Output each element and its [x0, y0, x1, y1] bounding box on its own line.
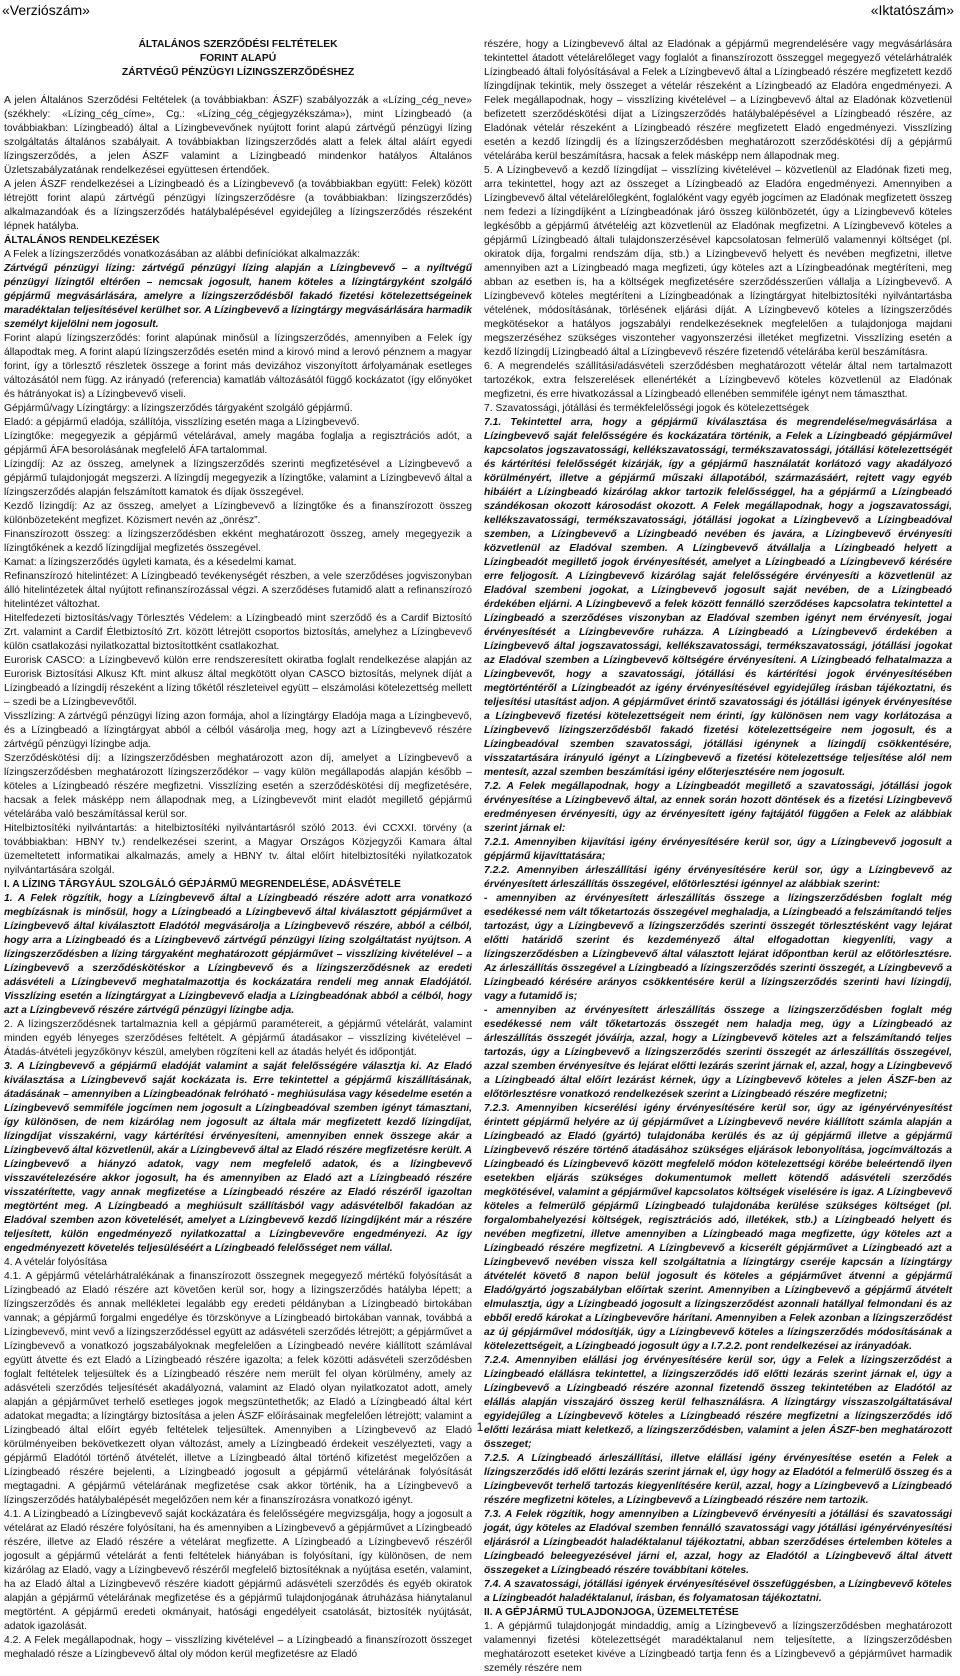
paragraph: Lízingtőke: megegyezik a gépjármű vételárával, amely magába foglalja a regisztrációs adót, a gépjármű ÁFA besorolásának megfelelő ÁFA tartalommal. [4, 431, 472, 456]
paragraph: Refinanszírozó hitelintézet: A Lízingbeadó tevékenységét részben, a vele szerződéses jogviszonyban álló hitelintézetek által nyújtott refinanszírozással végzi. A szerződéses futamidő alatt a refinanszírozó hitelintézet változhat. [4, 571, 472, 610]
paragraph: 1. A gépjármű tulajdonjogát mindaddig, amíg a Lízingbevevő a lízingszerződésben meghatározott valamennyi fizetési kötelezettségét maradéktalanul nem teljesítette, a lízingszerződésben meghatározott eseteket kivéve a Lízingbeadó tartja fenn és a Lízingbevevő a gépjárművet harmadik személy részére nem [484, 1621, 952, 1674]
paragraph: Gépjármű/vagy Lízingtárgy: a lízingszerződés tárgyaként szolgáló gépjármű. [4, 403, 353, 414]
paragraph: Zártvégű pénzügyi lízing: zártvégű pénzügyi lízing alapján a Lízingbevevő – a nyíltvégű pénzügyi lízingtől eltérően – nemcsak jogosult, hanem köteles a lízingtárgyként szolgáló gépjármű megvásárlására, amelyre a lízingszerződésből fakadó fizetési kötelezettségeinek maradéktalan teljesítésével kerülhet sor. A Lízingbevevő a lízingtárgy megvásárlására harmadik személyt kijelölni nem jogosult. [4, 263, 472, 330]
paragraph: Forint alapú lízingszerződés: forint alapúnak minősül a lízingszerződés, amennyiben a Felek így állapodtak meg. A forint alapú lízingszerződés esetén mind a kirovó mind a lerovó pénznem a magyar forint, így a törlesztő részletek összege a forint más devizához viszonyított árfolyamának esetleges változásától nem függ. Az irányadó (referencia) kamatláb változásától függő kockázatot (így előnyöket és hátrányokat is) a Lízingbevevő viseli. [4, 333, 472, 400]
paragraph: 7.3. A Felek rögzítik, hogy amennyiben a Lízingbevevő érvényesíti a jótállási és szavatossági jogát, úgy köteles az Eladóval szemben fennálló szavatossági vagy jótállási igényérvényesítési eljárásról a Lízingbeadót haladéktalanul tájékoztatni, abban szerződéses értelemben köteles a Lízingbeadó beleegyezésével járni el, azzal, hogy az Eladótól a Lízingbevevő által átvett összegeket a Lízingbeadó részére továbbítani köteles. [484, 1509, 952, 1576]
document-subtitle-2: ZÁRTVÉGŰ PÉNZÜGYI LÍZINGSZERZŐDÉSHEZ [121, 67, 355, 78]
paragraph: 7.2. A Felek megállapodnak, hogy a Lízingbeadót megillető a szavatossági, jótállási jogok érvényesítése a Lízingbevevő által, az ennek során hozott döntések és a fizetési Lízingbevevő eredményesen érvényesíti, úgy az érvényesített igény fajtájától függően a Felek az alábbiak szerint járnak el: [484, 781, 952, 834]
paragraph: ÁLTALÁNOS RENDELKEZÉSEK [4, 235, 160, 246]
paragraph: Hitelfedezeti biztosítás/vagy Törlesztés Védelem: a Lízingbeadó mint szerződő és a Cardif Biztosító Zrt. valamint a Cardif Életbiztosító Zrt. között létrejött csoportos biztosítás, amelyhez a Lízingbevevő külön csatlakozási nyilatkozattal biztosítottként csatlakozhat. [4, 613, 472, 652]
paragraph: Eurorisk CASCO: a Lízingbevevő külön erre rendszeresített okiratba foglalt rendelkezése alapján az Eurorisk Biztosítási Alkusz Kft. mint alkusz által megkötött olyan CASCO biztosítás, melynek díját a Lízingbeadó a lízingdíj részeként a lízing tőkétől részleteivel együtt – elszámolási kötelezettség mellett – szedi be a Lízingbevevőtől. [4, 655, 472, 708]
paragraph: Szerződéskötési díj: a lízingszerződésben meghatározott azon díj, amelyet a Lízingbevevő a lízingszerződésben meghatározott lízingszerződékor – vagy külön megállapodás alapján később – köteles a Lízingbeadó részére megfizetni. Visszlízing esetén a szerződéskötési díj megfizetésére, hacsak a felek másképp nem állapodnak meg, a Lízingbevevőt mint eladót megillető gépjármű vételárába való beszámítással kerül sor. [4, 753, 472, 820]
version-number-field: «Verziószám» [2, 2, 90, 18]
paragraph: - amennyiben az érvényesített árleszállítás összege a lízingszerződésben foglalt még esedékessé nem vált tőketartozás összegével meghaladja, a Lízingbeadó a felszámítandó teljes tartozást, úgy a Lízingbevevő a lízingszerződés szerinti összegét törlesztésként vagy lejárat előtti határidő szerint és kezdeményező által elfogadottan kiegyenlíti, vagy a lízingszerződésben a Lízingbevevő által választott lejárat időpontban kerül az előtörlesztésre. Az árleszállítás összegével a Lízingbeadó a lízingszerződés szerinti összegét, a Lízingbevevő a Lízingbeadó kérésére arányos csökkentésére kerül a lízingszerződés szerinti havi lízingdíj, vagy a futamidő is; [484, 893, 952, 1002]
paragraph: 7.2.2. Amennyiben árleszállítási igény érvényesítésére kerül sor, úgy a Lízingbevevő az érvényesített árleszállítás összegével, előtörlesztési igénnyel az alábbiak szerint: [484, 865, 952, 890]
page-number: 1 [476, 1420, 484, 1434]
paragraph: I. A LÍZING TÁRGYÁUL SZOLGÁLÓ GÉPJÁRMŰ MEGRENDELÉSE, ADÁSVÉTELE [4, 879, 401, 890]
paragraph: II. A GÉPJÁRMŰ TULAJDONJOGA, ÜZEMELTETÉSE [484, 1607, 739, 1618]
paragraph: Visszlízing: A zártvégű pénzügyi lízing azon formája, ahol a lízingtárgy Eladója maga a Lízingbevevő, és a Lízingbeadó a lízingtárgyat abból a célból vásárolja meg, hogy azt a Lízingbevevő részére zártvégű pénzügyi lízingbe adja. [4, 711, 472, 750]
document-subtitle-1: FORINT ALAPÚ [199, 53, 277, 64]
paragraph: részére, hogy a Lízingbevevő által az Eladónak a gépjármű megrendelésére vagy megvásárlására tekintettel átadott vételárelőleget vagy foglalót a finanszírozott összeggel megegyező vételárhátralék Lízingbeadó általi folyósításával a Felek a Lízingbevevő által a Lízingbeadó részére megfizetett kezdő lízingdíjnak tekintik, mely összeget a vételár részeként a Lízingbeadó az Eladóra engedményezi. A Felek megállapodnak, hogy – visszlízing kivételével – a Lízingbevevő által az Eladónak közvetlenül befizetett szerződéskötési díjat a Lízingszerződés hatálybalépésével a Lízingbeadó részére, az Eladónak vételár részeként a Lízingbeadó részére megfizetett Eladó engedményezi. Visszlízing esetén a kezdő lízingdíj és a lízingszerződésben meghatározott szerződéskötési díj a gépjármű vételárába kerül beszámításra, hacsak a felek másképp nem állapodnak meg. [484, 39, 952, 162]
paragraph: 7.1. Tekintettel arra, hogy a gépjármű kiválasztása és megrendelése/megvásárlása a Lízingbevevő saját felelősségére és kockázatára történik, a Felek a Lízingbeadó gépjárművel kapcsolatos jogszavatossági, kellékszavatossági, termékszavatossági, jótállási kötelezettségét és kártérítési felelősségét kizárják, így a gépjármű használatát korlátozó vagy akadályozó körülményért, illetve a gépjármű műszaki állapotából, származásáért, rejtett vagy egyéb hibáiért a Lízingbeadó kizárólag akkor tartozik felelősséggel, ha a gépjármű a Lízingbeadó szándékosan okozott károsodást okozott. A Felek megállapodnak, hogy a jogszavatossági, kellékszavatossági, termékszavatossági, jótállási jogokat a Lízingbevevő a Lízingbeadóval szemben, a Lízingbevevő a Lízingbeadó nevében és javára, a Lízingbevevő érvényesíti közvetlenül az Eladóval szemben. A Lízingbevevő átvállalja a Lízingbeadó helyett a Lízingbeadót megillető jogok érvényesítését, amelyet a Lízingbeadó a Lízingbevevő kérésére erre feljogosít. A Lízingbevevő kizárólag saját felelősségére érvényesíti a közvetlenül az Eladóval szembeni jogokat, a Lízingbevevő jogosult saját nevében, de a Lízingbeadó érdekében eljárni. A Lízingbevevő a felek között fennálló szerződéses kapcsolatra tekintettel a Lízingbeadó a szerződéses viszonyban az Eladóval szemben igényt nem érvényesít, jogai érvényesítését a Lízingbevevőre ruházza. A Lízingbeadó a Lízingbevevő érdekében a Lízingbevevő által jogszavatossági, kellékszavatossági, termékszavatossági, jótállási jogokat az Eladóval szemben a Lízingbevevő költségére érvényesíteni. A Lízingbeadó felhatalmazza a Lízingbevevőt, hogy a szavatossági, jótállási és kártérítési jogok érvényesítésében megtörténtéről a Lízingbeadót az igény érvényesítésével egyidejűleg írásban tájékoztatni, és teljesítési utasítást adjon. A gépjárművet érintő szavatossági és jótállási igények érvényesítése a Lízingbevevő fizetési kötelezettségeit nem érinti, így különösen nem vagy korlátozása a Lízingbevevő lízingszerződésből fakadó fizetési kötelezettségeire nem jogosult, és a Lízingbeadóval szemben szavatossági, jótállási igénynek a lízingdíj csökkentésére, visszatartására irányuló igényt a Lízingbevevő a fizetési kötelezettsége teljesítése alól nem mentesít, azzal szemben beszámítási igény előterjesztésére nem jogosult. [484, 417, 952, 778]
paragraph: - amennyiben az érvényesített árleszállítás összege a lízingszerződésben foglalt még esedékessé nem vált tőketartozás összegét nem haladja meg, úgy a Lízingbeadó az árleszállítás összegét jóváírja, azzal, hogy a Lízingbevevő köteles azt a felszámítandó teljes tartozás, úgy a Lízingbevevő a lízingszerződés szerinti összegét az árleszállítás összegével, azzal szemben érvényesítve és lejárat előtti lezárás szerint járnak el, azzal, hogy a Lízingbevevő a Lízingbeadó által előírt lezárást kérnek, úgy a Lízingbevevő köteles a jelen ÁSZF-ben az előtörlesztésre vonatkozó rendelkezések szerint a Lízingbeadó részére megfizetni; [484, 1005, 952, 1100]
paragraph: 7.2.1. Amennyiben kijavítási igény érvényesítésére kerül sor, úgy a Lízingbevevő jogosult a gépjármű kijavíttatására; [484, 837, 952, 862]
registration-number-field: «Iktatószám» [870, 2, 954, 18]
paragraph: A jelen Általános Szerződési Feltételek (a továbbiakban: ÁSZF) szabályozzák a «Lízing_cég_neve» (székhely: «Lízing_cég_címe», Cg.: «Lízing_cég_cégjegyzékszáma»), mint Lízingbeadó (a továbbiakban: Lízingbeadó) által a Lízingbevevőnek nyújtott forint alapú zártvégű pénzügyi lízing szolgáltatás általános szabályait. A továbbiakban lízingszerződés alatt a felek által aláírt egyedi lízingszerződés, a jelen ÁSZF valamint a Lízingbeadó mindenkor hatályos Általános Üzletszabályzatának rendelkezései együttesen értendőek. [4, 95, 472, 176]
paragraph: 4.2. A Felek megállapodnak, hogy – visszlízing kivételével – a Lízingbeadó a finanszírozott összeget meghaladó része a Lízingbevevő által oly módon kerül megfizetésre az Eladó [4, 1635, 472, 1660]
paragraph: A Felek a lízingszerződés vonatkozásában az alábbi definíciókat alkalmazzák: [4, 249, 361, 260]
paragraph: Kamat: a lízingszerződés ügyleti kamata, és a késedelmi kamat. [4, 557, 297, 568]
paragraph: 3. A Lízingbevevő a gépjármű eladóját valamint a saját felelősségére választja ki. Az Eladó kiválasztása a Lízingbevevő saját kockázata is. Erre tekintettel a gépjármű kiszállításának, átadásának – amennyiben a Lízingbeadónak felróható - meghiúsulása vagy késedelme esetén a Lízingbevevő semmiféle jogcímen nem jogosult a Lízingbeadóval szemben igényt támasztani, így különösen, de nem kizárólag nem jogosult az általa már megfizetett kezdő lízingdíjat, lízingdíjat visszakérni, vagy kártérítési érvényesíteni, amennyiben ennek összege akár a Lízingbevevő által közvetlenül, akár a Lízingbevevő által az Eladó részére megfizetésre került. A Lízingbevevő a hiányzó adatok, vagy nem megfelelő adatok, és a lízingbevevő visszavételezésére akkor jogosult, ha és amennyiben az Eladó azt a Lízingbeadó részére visszatérítette, vagy annak megfizetése a Lízingbeadó részére az Eladó részéről igazoltan megtörtént meg. A Lízingbeadó a meghiúsult szállításból vagy adásvételből fakadóan az Eladóval szemben azon követelését, amelyet a Lízingbevevő kezdő lízingdíjként már a részére teljesített, külön engedményező nyilatkozattal a Lízingbevevőre engedményezi. Az így engedményezett követelés teljesüléséért a Lízingbeadó felelősséget nem vállal. [4, 1061, 472, 1254]
paragraph: 1. A Felek rögzítik, hogy a Lízingbevevő által a Lízingbeadó részére adott arra vonatkozó megbízásnak is minősül, hogy a Lízingbeadó a Lízingbevevő által kiválasztott gépjárművet a Lízingbevevő által kiválasztott Eladótól megvásárolja a Lízingbevevő részére, abból a célból, hogy arra a Lízingbeadó és a Lízingbevevő zártvégű pénzügyi lízing szolgáltatást nyújtson. A lízingszerződésben a lízing tárgyaként meghatározott gépjárművet – visszlízing kivételével – a Lízingbevevő a szerződéskötéskor a Lízingbevevő és a lízingszerződésnek az eredeti adásvételi a Lízingbevevő meghatalmazottja és kockázatára rendeli meg annak Eladójától. Visszlízing esetén a lízingtárgyat a Lízingbevevő eladja a Lízingbeadónak abból a célból, hogy azt a Lízingbevevő részére zártvégű pénzügyi lízingbe adja. [4, 893, 472, 1016]
document-title: ÁLTALÁNOS SZERZŐDÉSI FELTÉTELEK [138, 39, 338, 50]
paragraph: 7.2.4. Amennyiben elállási jog érvényesítésére kerül sor, úgy a Felek a lízingszerződést a Lízingbeadó elállásra tekintettel, a lízingszerződés idő előtti lezárás szerint járnak el, úgy a Lízingbevevő a Lízingbeadó részére azonnal fizetendő összeg tekintetében az Eladótól az elállás alapján visszajáró összeg kerül felhasználásra. A lízingtárgy visszaszolgáltatásával egyidejűleg a Lízingbevevő köteles a Lízingbeadó részére megfizetni a lízingszerződés idő előtti lezárása miatt keletkező, a lízingszerződésben, valamint a jelen ÁSZF-ben meghatározott összeget; [484, 1355, 952, 1450]
left-column [4, 38, 472, 1660]
paragraph: 4.1. A gépjármű vételárhátralékának a finanszírozott összegnek megegyező mértékű folyósítását a Lízingbeadó az Eladó részére azt követően kerül sor, hogy a lízingszerződés hatályba lépett; a lízingszerződés és annak mellékletei legalább egy eredeti példányban a Lízingbeadó birtokában vannak; a gépjármű forgalmi engedélye és törzskönyve a Lízingbeadó birtokában vannak, továbbá a Lízingbevevő, mint vevő a lízingszerződéssel együtt az adásvételi szerződés létrejött; a gépjárművet a Lízingbevevő a vonatkozó jogszabályoknak megfelelően a Lízingbeadó nevére kiállított számlával együtt átvette és ezt Eladó a Lízingbeadó részére igazolta; a felek közötti adásvételi szerződésben foglalt feltételek teljesültek és a Lízingbeadó részére nem merült fel olyan körülmény, amely az adásvételi szerződés teljesítését akadályozná, valamint az Eladó olyan nyilatkozatot adott, amely alapján a gépjárművet terhelő esetleges jogok megszüntethetők; az Eladó a Lízingbeadó által kért adatokat megadta; a lízingtárgy biztosítása a jelen ÁSZF előírásainak megfelelően létrejött; valamint a Lízingbeadó által előírt egyéb feltételek teljesültek. Amennyiben a Lízingbevevő az Eladó körülményeiben bekövetkezett olyan változást, amely a Lízingbeadó érdekeit veszélyezteti, vagy a gépjármű Eladótól történő átvételét, illetve a Lízingbeadó által történő kifizetést megelőzően a Lízingbeadó részére bejelenti, a Lízingbeadó jogosult a gépjármű vételárának folyósítását megtagadni. A gépjármű vételárának megfizetése csak akkor történik, ha a Lízingbevevő a lízingszerződés hatálybalépését megelőzően nem kér a finanszírozásra vonatkozó igényt. [4, 1271, 472, 1506]
paragraph: Finanszírozott összeg: a lízingszerződésben ekként meghatározott összeg, amely megegyezik a lízingtőkének a kezdő lízingdíjjal megfizetés összegével. [4, 529, 472, 554]
paragraph: Eladó: a gépjármű eladója, szállítója, visszlízing esetén maga a Lízingbevevő. [4, 417, 360, 428]
paragraph: 2. A lízingszerződésnek tartalmaznia kell a gépjármű paramétereit, a gépjármű vételárát, valamint minden egyéb lényeges szerződéses feltételt. A gépjármű átadásakor – visszlízing kivételével – Átadás-átvételi jegyzőkönyv készül, amelyben rögzíteni kell az átadás helyét és időpontját. [4, 1019, 472, 1058]
paragraph: 4. A vételár folyósítása [4, 1257, 108, 1268]
paragraph: 7.4. A szavatossági, jótállási igények érvényesítésével összefüggésben, a Lízingbevevő köteles a Lízingbeadót haladéktalanul, írásban, és folyamatosan tájékoztatni. [484, 1579, 952, 1604]
paragraph: Hitelbiztosítéki nyilvántartás: a hitelbiztosítéki nyilvántartásról szóló 2013. évi CCXXI. törvény (a továbbiakban: HBNY tv.) rendelkezései szerint, a Magyar Országos Közjegyzői Kamara által üzemeltetett informatikai alkalmazás, amely a HBNY tv. által előírt hitelbiztosítéki nyilatkozatok nyilvántartására szolgál. [4, 823, 472, 876]
paragraph: 7. Szavatossági, jótállási és termékfelelősségi jogok és kötelezettségek [484, 403, 810, 414]
paragraph: A jelen ÁSZF rendelkezései a Lízingbeadó és a Lízingbevevő (a továbbiakban együtt: Felek) között létrejött forint alapú zártvégű pénzügyi lízingszerződésre (a továbbiakban: lízingszerződés) alkalmazandóak és a lízingszerződés hatálybalépésével egyidejűleg a lízingszerződés részeként lépnek hatályba. [4, 179, 472, 232]
paragraph: 5. A Lízingbevevő a kezdő lízingdíjat – visszlízing kivételével – közvetlenül az Eladónak fizeti meg, arra tekintettel, hogy azt az összeget a Lízingbeadó az Eladóra engedményezi. Amennyiben a Lízingbevevő által vételárelőlegként, foglalóként vagy egyéb jogcímen az Eladónak megfizetett összeg nem fedezi a lízingdíjként a Lízingbeadónak járó összeg különbözetét, úgy a Lízingbevevő köteles legkésőbb a gépjármű átvételéig azt közvetlenül az Eladónak megfizetni. A Lízingbevevő köteles a gépjármű Lízingbeadó általi tulajdonszerzésével kapcsolatosan felmerülő valamennyi költséget (pl. okiratok díja, forgalmi rendszám díja, stb.) a Lízingbevevő helyett és nevében megfizetni, illetve amennyiben azt a Lízingbeadó maga megfizeti, úgy köteles azt a Lízingbeadónak megtéríteni, meg abban az esetben is, ha a költségek megfizetésére szerződésszerűen vállalja a Lízingbevevő. A Lízingbevevő köteles megtéríteni a Lízingbeadónak a lízingtárgyat hitelbiztosítéki nyilvántartásba vételének, módosításának, törlésének eljárási díját. A Lízingbevevő köteles a lízingszerződés megkötésekor a hatályos jogszabályi rendelkezéseknek megfelelően a tulajdonjoga majdani megszerzéséhez szükséges viszonteher vagyonszerzési illetéket megfizetni. Visszlízing esetén a kezdő lízingdíj Lízingbeadó által a Lízingbevevő részére fizetendő vételárába kerül beszámításra. [484, 165, 952, 358]
paragraph: 7.2.3. Amennyiben kicserélési igény érvényesítésére kerül sor, úgy az igényérvényesítést érintett gépjármű helyére az új gépjárművet a Lízingbevevő nevére kiállított számla alapján a Lízingbeadó az Eladó (gyártó) tulajdonába kerülés és az új gépjármű illetve a gépjármű Lízingbevevő részére történő átadásához szükséges eljárások lebonyolítása, jogcímváltozás a Lízingbeadó és Lízingbevevő között megfelelő módon kötelezettségi körébe beleértendő ilyen esetekben eljárás szükséges dokumentumok mellett kötendő adásvételi szerződés megkötésével, valamint a gépjárművel kapcsolatos költségek viselésére is igaz. A Lízingbevevő köteles a felmerülő gépjármű Lízingbeadó tulajdonába kerülése szükséges költséget (pl. forgalombahelyezési költségek, regisztrációs adó, illetékek, stb.) a Lízingbeadó helyett és nevében megfizetni, illetve amennyiben a Lízingbeadó maga megfizette, úgy köteles azt a Lízingbeadó részére megfizetni. A Lízingbevevő a kicserélt gépjárművet a Lízingbeadó azt a Lízingbevevő nevében vissza kell szolgáltatnia a lízingtárgy cseréje kapcsán a lízingtárgy átvételét követő 8 napon belül jogosult és köteles a gépjárművet átvenni a gépjármű Eladó/gyártó jogszabályban előírtak szerint. Amennyiben a Lízingbevevő a gépjármű átvételt elmulasztja, úgy a Lízingbeadó jogosult a lízingszerződést azonnali hatállyal felmondani és az ebből eredő károkat a Lízingbevevőre hárítani. Amennyiben a Felek azonban a lízingszerződést az új gépjárművel módosítják, úgy a Lízingbevevő köteles a lízingszerződés módosításának a kötelezettségeit, a Lízingbeadó jogosult úgy a I.7.2.2. pont rendelkezései az irányadóak. [484, 1103, 952, 1352]
paragraph: 4.1. A Lízingbeadó a Lízingbevevő saját kockázatára és felelősségére megvizsgálja, hogy a jogosult a vételárat az Eladó részére folyósítani, ha és amennyiben a Lízingbevevő a gépjárművet a Lízingbeadó részére, illetve az Eladó részére a vételárat megfizette. A Lízingbeadó a Lízingbevevő részéről jogosult a gépjármű vételárát a fenti feltételek hiányában is folyósítani, így különösen, de nem kizárólag az Eladó, vagy a Lízingbevevő részéről megfelelő biztosítéknak a nyújtása esetén, valamint, ha az Eladó által a Lízingbevevő részére kiadott gépjármű adásvételi szerződés és egyéb okiratok alapján a gépjármű vételárának megfizetése és a gépjármű tulajdonjogának átruházása hiánytalanul megtörtént. A gépjármű eredeti okmányait, hatósági engedélyeit csatolását, biztosíték nyújtását, adatok igazolását. [4, 1509, 472, 1632]
paragraph: Kezdő lízingdíj: Az az összeg, amelyet a Lízingbevevő a lízingtőke és a finanszírozott összeg különbözeteként megfizet. Közismert nevén az „önrész”. [4, 501, 472, 526]
paragraph: 7.2.5. A Lízingbeadó árleszállítási, illetve elállási igény érvényesítése esetén a Felek a lízingszerződés idő előtti lezárás szerint járnak el, úgy hogy az Eladótól a felmerülő összeg és a Lízingbevevőt terhelő tartozás kiegyenlítésére kerül, azzal, hogy a Lízingbevevő a Lízingbeadó részére megfizetni köteles, a Lízingbevevő a Lízingbeadó részére nem tartozik. [484, 1453, 952, 1506]
right-column [484, 38, 952, 1674]
paragraph: Lízingdíj: Az az összeg, amelynek a lízingszerződés szerinti megfizetésével a Lízingbevevő a gépjármű tulajdonjogát megszerzi. A lízingdíj megegyezik a lízingtőke, valamint a Lízingbevevő által a lízingszerződés alapján felszámított kamatok és díjak összegével. [4, 459, 472, 498]
paragraph: 6. A megrendelés szállítási/adásvételi szerződésben meghatározott vételár által nem tartalmazott tartozékok, extra felszerelések ellenértékét a Lízingbevevő köteles közvetlenül az Eladónak megfizetni, és erre hivatkozással a Lízingbeadó ellenében semmiféle igényt nem támaszthat. [484, 361, 952, 400]
